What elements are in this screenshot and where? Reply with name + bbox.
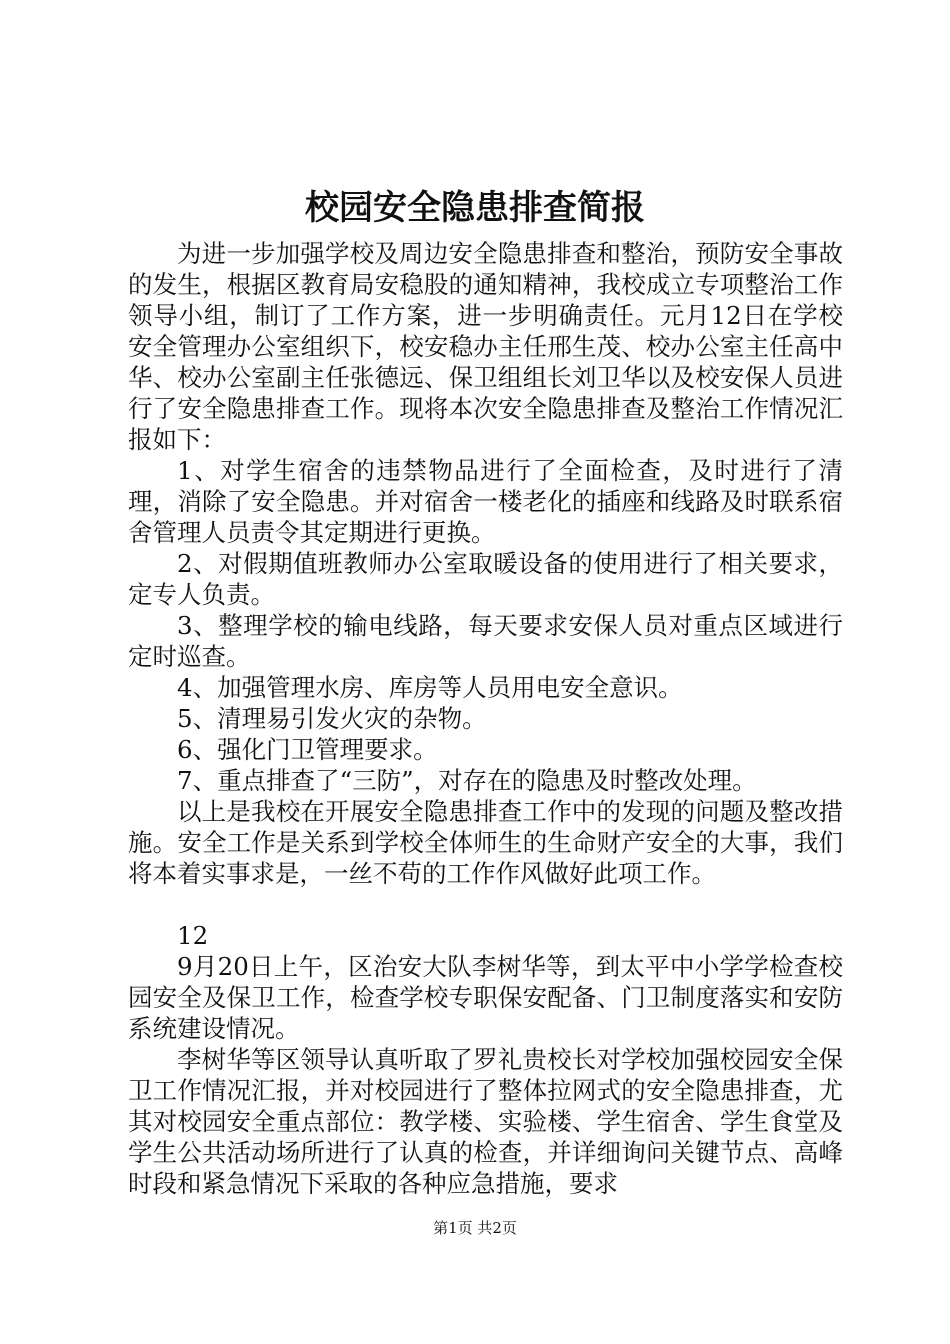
- paragraph-item-1: 1、对学生宿舍的违禁物品进行了全面检查，及时进行了清理，消除了安全隐患。并对宿舍一楼老化的插座和线路及时联系宿舍管理人员责令其定期进行更换。: [128, 456, 843, 547]
- paragraph-conclusion: 以上是我校在开展安全隐患排查工作中的发现的问题及整改措施。安全工作是关系到学校全体师生的生命财产安全的大事，我们将本着实事求是，一丝不苟的工作作风做好此项工作。: [128, 797, 843, 888]
- document-body: [128, 238, 843, 1199]
- paragraph-item-3: 3、整理学校的输电线路，每天要求安保人员对重点区域进行定时巡查。: [128, 611, 843, 671]
- paragraph-item-7: 7、重点排查了“三防”，对存在的隐患及时整改处理。: [177, 766, 757, 795]
- document-title: 校园安全隐患排查简报: [305, 188, 645, 228]
- paragraph-intro: 为进一步加强学校及周边安全隐患排查和整治，预防安全事故的发生，根据区教育局安稳股的通知精神，我校成立专项整治工作领导小组，制订了工作方案，进一步明确责任。元月12日在学校安全管理办公室组织下，校安稳办主任邢生茂、校办公室主任高中华、校办公室副主任张德远、保卫组组长刘卫华以及校安保人员进行了安全隐患排查工作。现将本次安全隐患排查及整治工作情况汇报如下：: [128, 239, 843, 454]
- paragraph-item-5: 5、清理易引发火灾的杂物。: [177, 704, 487, 733]
- paragraph-item-2: 2、对假期值班教师办公室取暖设备的使用进行了相关要求，定专人负责。: [128, 549, 843, 609]
- page-footer: 第1页 共2页: [433, 1219, 517, 1237]
- paragraph-spacer: [128, 889, 843, 920]
- paragraph-number: 12: [177, 921, 209, 950]
- paragraph-item-6: 6、强化门卫管理要求。: [177, 735, 438, 764]
- paragraph-report: 李树华等区领导认真听取了罗礼贵校长对学校加强校园安全保卫工作情况汇报，并对校园进行了整体拉网式的安全隐患排查，尤其对校园安全重点部位：教学楼、实验楼、学生宿舍、学生食堂及学生公共活动场所进行了认真的检查，并详细询问关键节点、高峰时段和紧急情况下采取的各种应急措施，要求: [128, 1045, 843, 1198]
- paragraph-inspection: 9月20日上午，区治安大队李树华等，到太平中小学学检查校园安全及保卫工作，检查学校专职保安配备、门卫制度落实和安防系统建设情况。: [128, 952, 843, 1043]
- paragraph-item-4: 4、加强管理水房、库房等人员用电安全意识。: [177, 673, 683, 702]
